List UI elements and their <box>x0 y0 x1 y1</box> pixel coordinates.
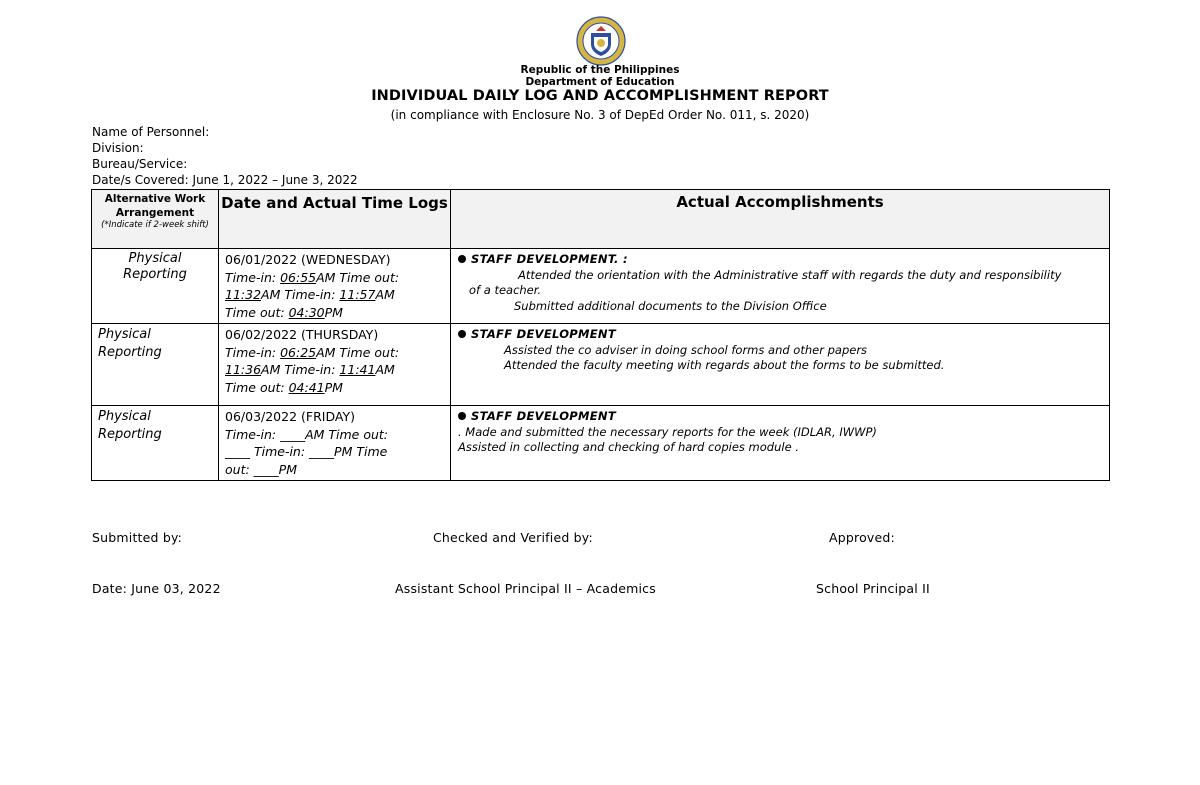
checked-verified-label: Checked and Verified by: <box>433 530 593 545</box>
division: Division: <box>92 141 144 155</box>
country-name: Republic of the Philippines <box>520 64 680 76</box>
awa-cell: Physical Reporting <box>92 406 219 481</box>
department-name: Department of Education <box>525 76 675 88</box>
table-header-row <box>92 190 1110 249</box>
date-log-cell: 06/03/2022 (FRIDAY) Time-in: ____AM Time out: ____ Time-in: ____PM Time out: ____PM <box>219 406 451 481</box>
deped-seal-icon <box>576 16 626 66</box>
bullet-icon <box>458 255 466 263</box>
awa-cell: Physical Reporting <box>92 324 219 406</box>
asst-principal-title: Assistant School Principal II – Academics <box>395 581 656 596</box>
principal-title: School Principal II <box>816 581 930 596</box>
accomplishment-cell: STAFF DEVELOPMENT Assisted the co adviser in doing school forms and other papers Attended the faculty meeting with regards about the forms to be submitted. <box>451 324 1110 406</box>
accomplishment-cell: STAFF DEVELOPMENT. : Attended the orientation with the Administrative staff with regards the duty and responsibility of a teacher. Submitted additional documents to the Division Office <box>451 249 1110 324</box>
col-date-header: Date and Actual Time Logs <box>219 190 451 249</box>
approved-label: Approved: <box>829 530 895 545</box>
personnel-name: Name of Personnel: <box>92 125 210 139</box>
report-title: INDIVIDUAL DAILY LOG AND ACCOMPLISHMENT REPORT <box>371 88 829 104</box>
col-awa-header: Alternative Work Arrangement (*Indicate if 2-week shift) <box>92 190 219 249</box>
table-row <box>92 406 1110 481</box>
personnel-info <box>92 124 358 188</box>
date-log-cell: 06/01/2022 (WEDNESDAY) Time-in: 06:55AM Time out: 11:32AM Time-in: 11:57AM Time out: 04:30PM <box>219 249 451 324</box>
bullet-icon <box>458 412 466 420</box>
awa-cell: Physical Reporting <box>92 249 219 324</box>
bureau-service: Bureau/Service: <box>92 157 188 171</box>
bullet-icon <box>458 330 466 338</box>
col-awa-note: (*Indicate if 2-week shift) <box>101 220 209 230</box>
col-accomplishments-header: Actual Accomplishments <box>451 190 1110 249</box>
submitted-by-label: Submitted by: <box>92 530 183 545</box>
log-table <box>91 189 1110 481</box>
accomplishment-cell: STAFF DEVELOPMENT . Made and submitted the necessary reports for the week (IDLAR, IWWP) Assisted in collecting and checking of hard copies module . <box>451 406 1110 481</box>
dates-covered: Date/s Covered: June 1, 2022 – June 3, 2022 <box>92 173 358 187</box>
date-log-cell: 06/02/2022 (THURSDAY) Time-in: 06:25AM Time out: 11:36AM Time-in: 11:41AM Time out: 04:41PM <box>219 324 451 406</box>
report-subtitle: (in compliance with Enclosure No. 3 of DepEd Order No. 011, s. 2020) <box>390 108 810 122</box>
report-date: Date: June 03, 2022 <box>92 581 221 596</box>
table-row <box>92 249 1110 324</box>
table-row <box>92 324 1110 406</box>
